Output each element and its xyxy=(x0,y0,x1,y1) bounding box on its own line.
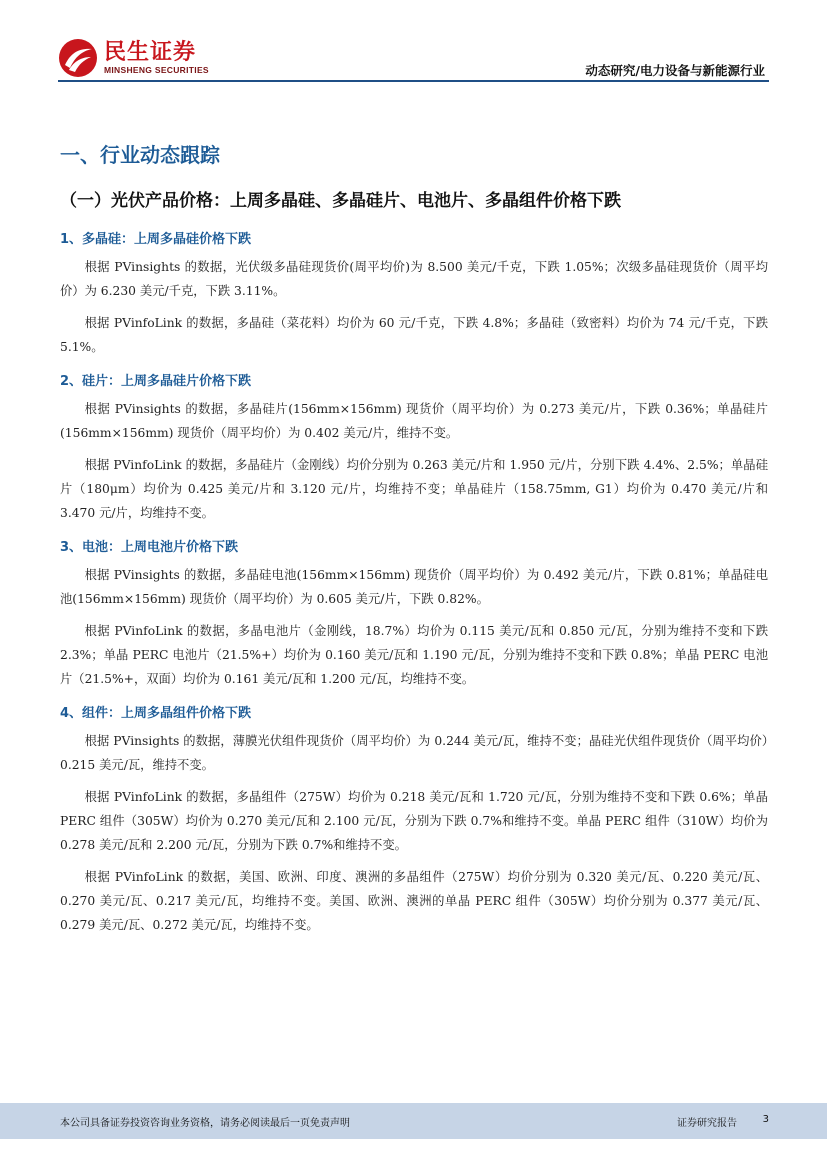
paragraph: 根据 PVinfoLink 的数据，多晶电池片（金刚线，18.7%）均价为 0.115 美元/瓦和 0.850 元/瓦，分别为维持不变和下跌 2.3%；单晶 PERC 电池片（21.5%+）均价为 0.160 美元/瓦和 1.190 元/瓦，分别为维持不变和下跌 0.8%；单晶 PERC 电池片（21.5%+，双面）均价为 0.161 美元/瓦和 1.200 元/瓦，均维持不变。 xyxy=(60,624,768,686)
minsheng-logo-icon xyxy=(58,38,98,78)
footer-doc-type: 证券研究报告 xyxy=(677,1118,737,1129)
topic-heading: 4、组件：上周多晶组件价格下跌 xyxy=(60,706,252,721)
report-body xyxy=(60,140,768,945)
page-footer xyxy=(0,1103,827,1139)
paragraph: 根据 PVinsights 的数据，光伏级多晶硅现货价(周平均价)为 8.500 美元/千克，下跌 1.05%；次级多晶硅现货价（周平均价）为 6.230 美元/千克，下跌 3.11%。 xyxy=(60,260,768,298)
module-section xyxy=(60,703,768,937)
wafer-section xyxy=(60,371,768,525)
paragraph: 根据 PVinfoLink 的数据，多晶硅（菜花料）均价为 60 元/千克，下跌 4.8%；多晶硅（致密料）均价为 74 元/千克，下跌 5.1%。 xyxy=(60,316,768,354)
paragraph: 根据 PVinfoLink 的数据，多晶组件（275W）均价为 0.218 美元/瓦和 1.720 元/瓦，分别为维持不变和下跌 0.6%；单晶 PERC 组件（305W）均价为 0.270 美元/瓦和 2.100 元/瓦，分别为下跌 0.7%和维持不变。单晶 PERC 组件（310W）均价为 0.278 美元/瓦和 2.200 元/瓦，分别为下跌 0.7%和维持不变。 xyxy=(60,790,768,852)
footer-disclaimer: 本公司具备证券投资咨询业务资格，请务必阅读最后一页免责声明 xyxy=(60,1118,350,1129)
paragraph: 根据 PVinsights 的数据，多晶硅电池(156mm×156mm) 现货价（周平均价）为 0.492 美元/片，下跌 0.81%；单晶硅电池(156mm×156mm) 现货价（周平均价）为 0.605 美元/片，下跌 0.82%。 xyxy=(60,568,768,606)
topic-heading: 2、硅片：上周多晶硅片价格下跌 xyxy=(60,374,252,389)
paragraph: 根据 PVinfoLink 的数据，美国、欧洲、印度、澳洲的多晶组件（275W）均价分别为 0.320 美元/瓦、0.220 美元/瓦、0.270 美元/瓦、0.217 美元/瓦，均维持不变。美国、欧洲、澳洲的单晶 PERC 组件（305W）均价分别为 0.377 美元/瓦、0.279 美元/瓦、0.272 美元/瓦，均维持不变。 xyxy=(60,870,768,932)
paragraph: 根据 PVinsights 的数据，薄膜光伏组件现货价（周平均价）为 0.244 美元/瓦，维持不变；晶硅光伏组件现货价（周平均价）0.215 美元/瓦，维持不变。 xyxy=(60,734,768,772)
topic-heading: 1、多晶硅：上周多晶硅价格下跌 xyxy=(60,232,252,247)
logo-english-name: MINSHENG SECURITIES xyxy=(104,65,209,75)
paragraph: 根据 PVinfoLink 的数据，多晶硅片（金刚线）均价分别为 0.263 美元/片和 1.950 元/片，分别下跌 4.4%、2.5%；单晶硅片（180μm）均价为 0.425 美元/片和 3.120 元/片，均维持不变；单晶硅片（158.75mm, G1）均价为 0.470 美元/片和 3.470 元/片，均维持不变。 xyxy=(60,458,768,520)
company-logo xyxy=(58,38,209,78)
page-header xyxy=(0,0,827,82)
logo-chinese-name: 民生证券 xyxy=(104,40,197,65)
cell-section xyxy=(60,537,768,691)
page-number: 3 xyxy=(762,1114,769,1125)
header-divider xyxy=(58,80,769,82)
polysilicon-section xyxy=(60,229,768,359)
topic-heading: 3、电池：上周电池片价格下跌 xyxy=(60,540,239,555)
subsection-heading: （一）光伏产品价格：上周多晶硅、多晶硅片、电池片、多晶组件价格下跌 xyxy=(60,191,621,211)
section-heading: 一、行业动态跟踪 xyxy=(60,143,220,167)
paragraph: 根据 PVinsights 的数据，多晶硅片(156mm×156mm) 现货价（周平均价）为 0.273 美元/片，下跌 0.36%；单晶硅片(156mm×156mm) 现货价（周平均价）为 0.402 美元/片，维持不变。 xyxy=(60,402,768,440)
report-section-label: 动态研究/电力设备与新能源行业 xyxy=(585,63,765,78)
